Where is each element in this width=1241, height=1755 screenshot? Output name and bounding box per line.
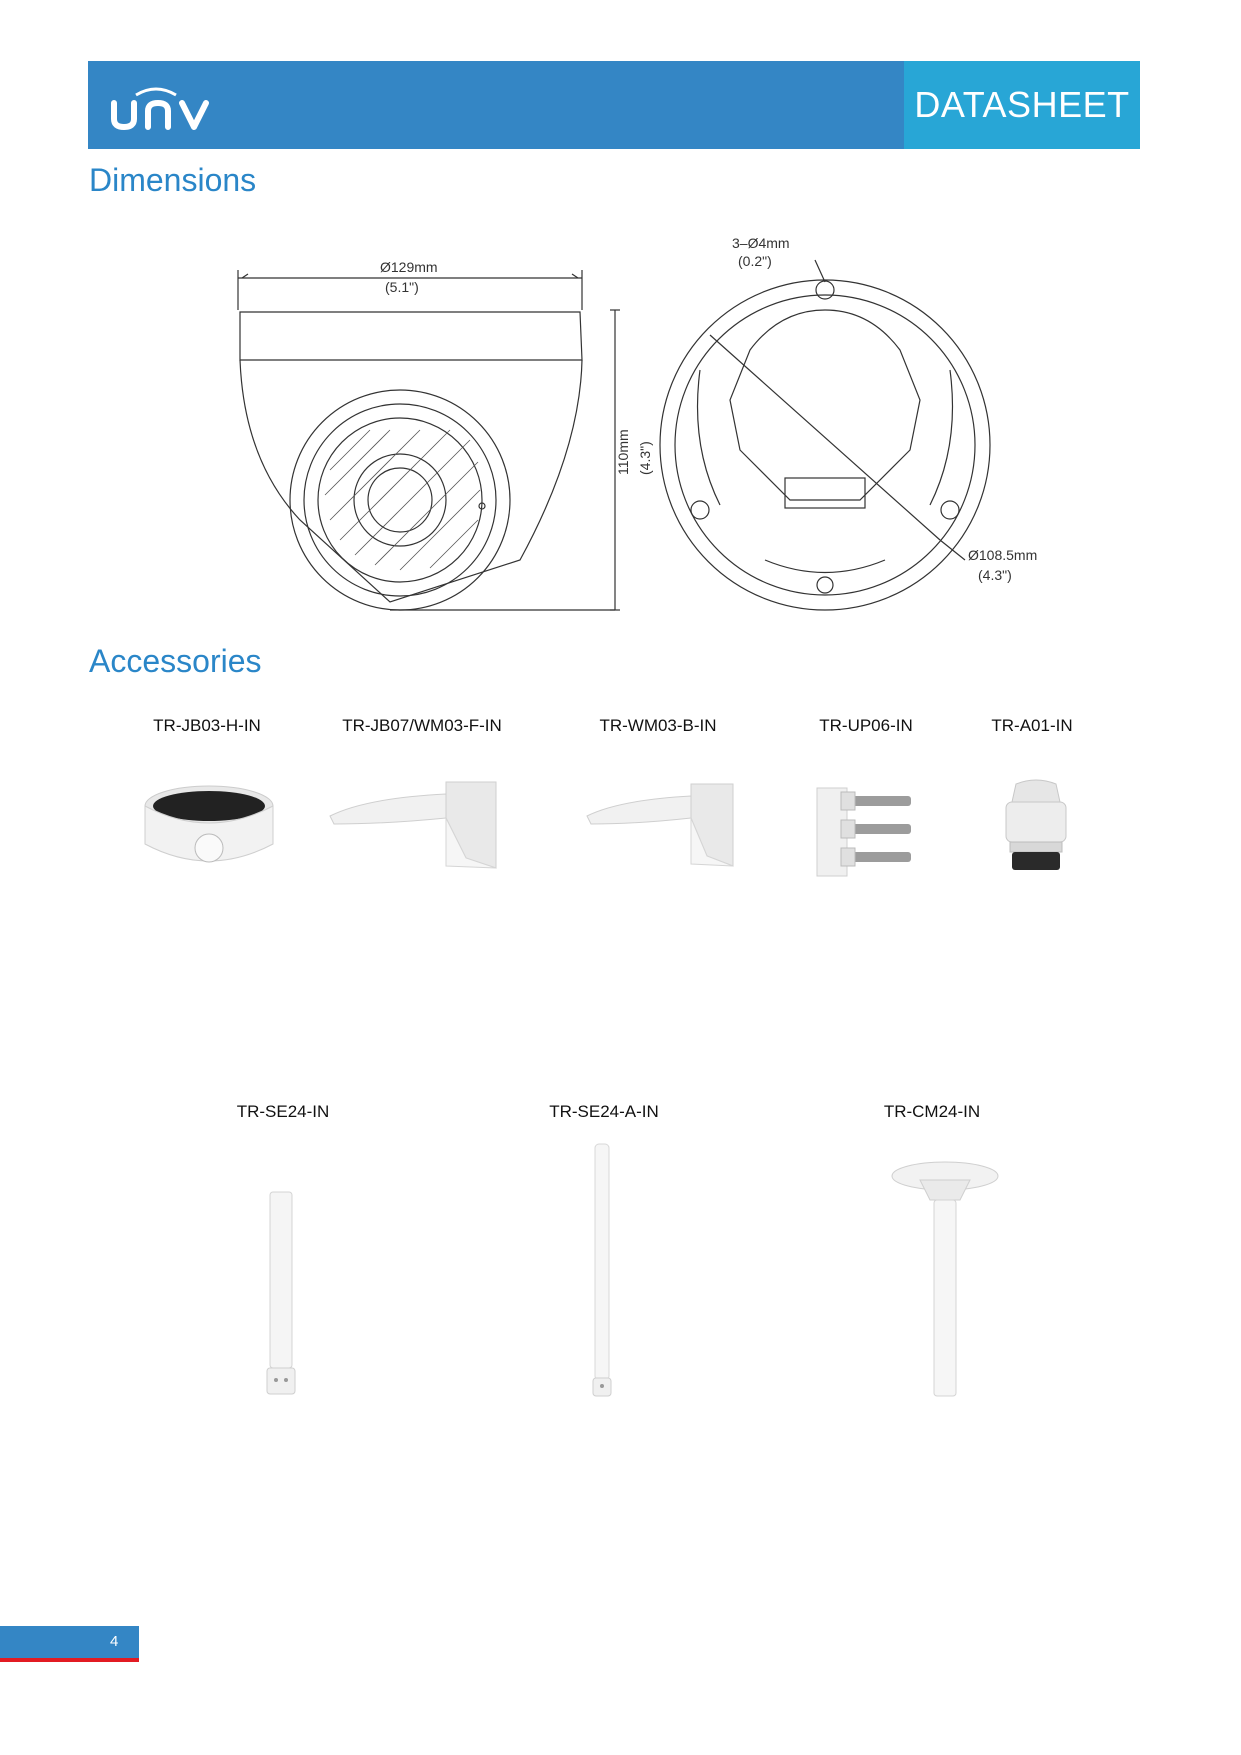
page-number: 4 (110, 1633, 119, 1650)
extension-pole-long-icon (590, 1142, 614, 1398)
height-in-label: (4.3") (637, 441, 653, 475)
accessory-caption: TR-JB07/WM03-F-IN (342, 716, 502, 735)
dimension-drawing (220, 230, 1050, 620)
pole-mount-icon (815, 784, 913, 880)
cable-gland-icon (1000, 778, 1072, 874)
accessory-caption: TR-JB03-H-IN (153, 716, 261, 735)
wall-mount-junction-icon (326, 776, 498, 870)
header-banner (88, 61, 1140, 149)
junction-box-icon (143, 782, 275, 868)
wall-mount-icon (583, 778, 737, 868)
footer-accent-bar (0, 1658, 139, 1662)
hole-mm-label: 3–Ø4mm (732, 235, 790, 251)
camera-base-view-icon (660, 260, 990, 610)
camera-side-view-icon (238, 270, 620, 610)
width-mm-label: Ø129mm (380, 259, 438, 275)
accessory-caption: TR-WM03-B-IN (599, 716, 717, 735)
dimensions-title: Dimensions (89, 162, 257, 198)
page-number-badge (0, 1626, 139, 1658)
width-in-label: (5.1") (385, 279, 419, 295)
extension-pole-icon (264, 1190, 298, 1396)
base-mm-label: Ø108.5mm (968, 547, 1038, 563)
accessory-caption: TR-SE24-IN (236, 1102, 330, 1121)
accessory-caption: TR-CM24-IN (883, 1102, 981, 1121)
accessory-caption: TR-UP06-IN (819, 716, 913, 735)
base-in-label: (4.3") (978, 567, 1012, 583)
accessory-caption: TR-A01-IN (991, 716, 1073, 735)
ceiling-mount-icon (890, 1160, 1000, 1398)
datasheet-tag: DATASHEET (904, 61, 1140, 149)
unv-logo-icon (106, 79, 214, 135)
accessories-title: Accessories (89, 643, 262, 679)
height-mm-label: 110mm (615, 429, 631, 475)
accessory-caption: TR-SE24-A-IN (549, 1102, 659, 1121)
hole-in-label: (0.2") (738, 253, 772, 269)
